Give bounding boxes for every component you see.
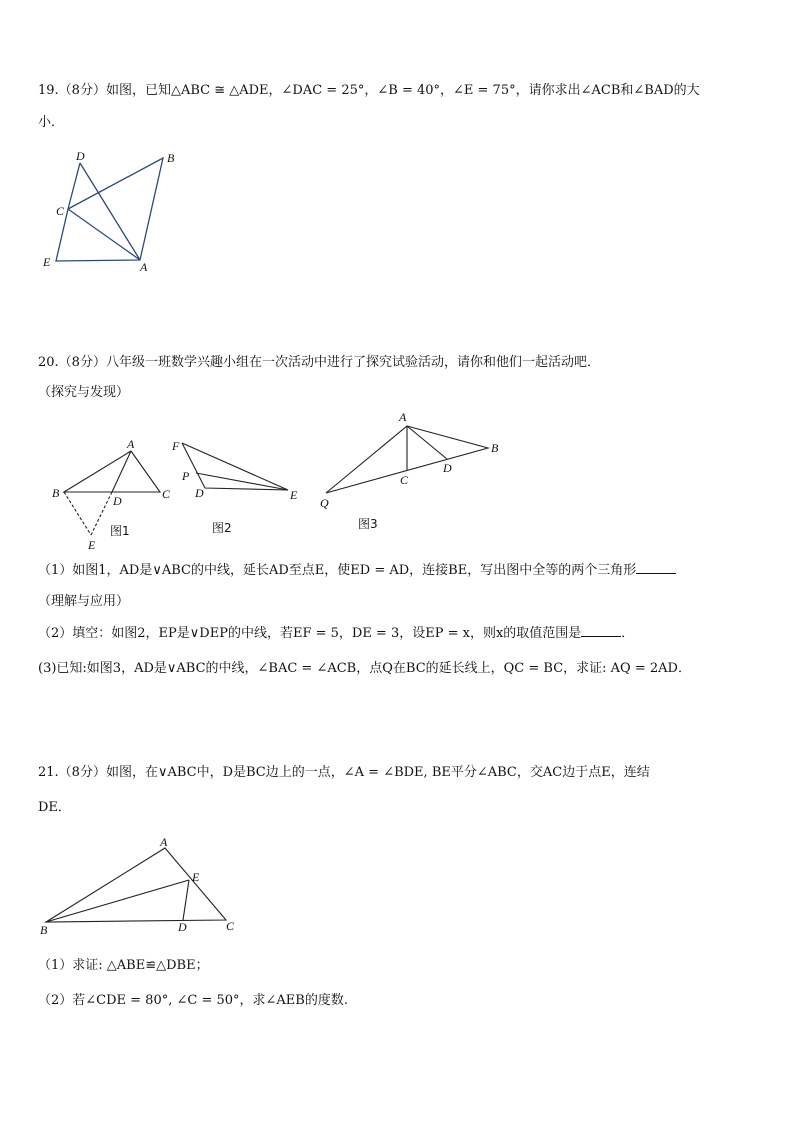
q20-fig1-label-B: B: [52, 486, 60, 500]
q21-label-D: D: [178, 920, 187, 934]
q19-segment-CA: [68, 209, 140, 260]
q21-label-A: A: [160, 835, 168, 849]
q20-fig1-label-C: C: [162, 487, 171, 501]
q19-label-A: A: [140, 260, 148, 274]
q20-fig3-label-D: D: [443, 461, 452, 475]
q20-fig3-caption: 图3: [358, 517, 378, 531]
q19-statement-line1: 19.（8分）如图，已知△ABC ≅ △ADE，∠DAC = 25°，∠B = 40°，∠E = 75°，请你求出∠ACB和∠BAD的大: [38, 83, 700, 98]
q19-statement-line2: 小．: [38, 115, 65, 130]
q21-statement-line2: DE．: [38, 800, 71, 815]
q20-fig1-extension-DE: [91, 492, 112, 535]
q20-fig2-label-P: P: [182, 469, 190, 483]
q19-segment-DA: [80, 163, 140, 260]
q20-section-apply: （理解与应用）: [38, 594, 130, 609]
q20-intro: 20.（8分）八年级一班数学兴趣小组在一次活动中进行了探究试验活动，请你和他们一起活动吧．: [38, 355, 600, 370]
q20-fig3-label-B: B: [491, 441, 499, 455]
q20-fig1: [64, 451, 160, 535]
q20-fig2-path-FDE: [182, 443, 288, 490]
q19-figure: [56, 158, 163, 261]
q21-figure: [46, 848, 226, 922]
q21-part1: （1）求证: △ABE≌△DBE；: [38, 958, 209, 973]
q21-segment-DE: [183, 880, 189, 920]
q20-part1: （1）如图1，AD是∨ABC的中线，延长AD至点E，使ED = AD，连接BE，写出图中全等的两个三角形: [38, 563, 637, 578]
q20-fig2-label-D: D: [195, 486, 204, 500]
q21-part2: （2）若∠CDE = 80°, ∠C = 50°，求∠AEB的度数.: [38, 993, 348, 1008]
q20-fig2-label-F: F: [172, 439, 180, 453]
q20-fig3-label-A: A: [399, 410, 407, 424]
q20-part2-end: ．: [621, 626, 635, 641]
q19-label-B: B: [167, 151, 175, 165]
q20-part2: （2）填空：如图2，EP是∨DEP的中线，若EF = 5，DE = 3，设EP = x，则x的取值范围是: [38, 626, 582, 641]
q20-fig3-label-C: C: [400, 473, 409, 487]
q20-part2-line: [38, 624, 634, 643]
q20-fig2-caption: 图2: [212, 521, 232, 535]
q21-label-C: C: [226, 919, 235, 933]
q20-fig1-label-D: D: [113, 494, 122, 508]
q19-label-D: D: [76, 149, 85, 163]
q19-label-C: C: [56, 204, 65, 218]
q20-part1-line: [38, 561, 676, 580]
q20-fig1-triangle-ABC: [64, 451, 160, 492]
q20-fig1-label-E: E: [88, 538, 96, 552]
q20-fig3-label-Q: Q: [320, 496, 329, 510]
q20-fig2-segment-PE: [196, 473, 288, 490]
q20-fig1-caption: 图1: [110, 524, 130, 538]
q20-fig2: [182, 443, 288, 490]
q20-fig1-label-A: A: [127, 437, 135, 451]
q21-label-B: B: [40, 923, 48, 937]
q20-part2-answer-blank[interactable]: [581, 624, 621, 637]
q20-fig2-label-E: E: [290, 488, 298, 502]
q19-label-E: E: [43, 255, 51, 269]
q21-bisector-BE: [46, 880, 189, 922]
q20-part1-answer-blank[interactable]: [636, 561, 676, 574]
q20-part3: (3)已知:如图3，AD是∨ABC的中线，∠BAC = ∠ACB，点Q在BC的延长线上，QC = BC，求证: AQ = 2AD．: [38, 661, 691, 676]
q20-section-explore: （探究与发现）: [38, 385, 130, 400]
q21-label-E: E: [192, 870, 200, 884]
q21-statement-line1: 21.（8分）如图，在∨ABC中，D是BC边上的一点，∠A = ∠BDE, BE平分∠ABC，交AC边于点E，连结: [38, 765, 650, 780]
q20-fig1-segment-BE: [64, 492, 91, 535]
q21-triangle-ABC: [46, 848, 226, 922]
